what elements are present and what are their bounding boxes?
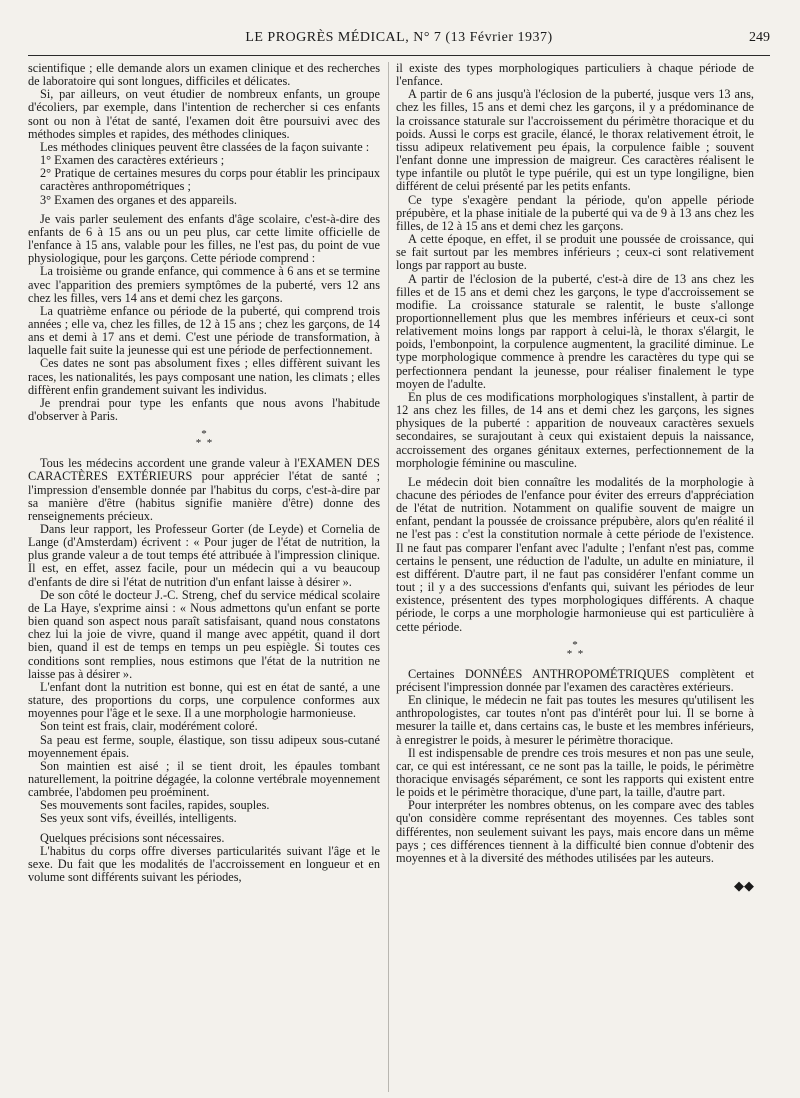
running-title: LE PROGRÈS MÉDICAL, N° 7 (13 Février 1937) [245, 30, 553, 45]
header-rule [28, 55, 770, 56]
end-ornament: ◆◆ [734, 878, 754, 893]
section-asterism [28, 430, 380, 448]
paragraph: A cette époque, en effet, il se produit une poussée de croissance, qui se fait surtout par les membres inférieurs ; ceux-ci sont relativement longs par rapport au buste. [396, 232, 754, 273]
asterism-right: * [206, 437, 213, 450]
paragraph: Ses mouvements sont faciles, rapides, souples. [40, 798, 270, 813]
page-header [28, 30, 770, 54]
asterism-left: * [195, 437, 202, 450]
paragraph: Je vais parler seulement des enfants d'âge scolaire, c'est-à-dire des enfants de 6 à 15 ans ou un peu plus, car cette limite officielle de l'enfance à 15 ans, valable pour les filles, ne l'est pas, du point de vue physiologique, pour les garçons. Cette période comprend : [28, 211, 380, 266]
list-item: 2° Pratique de certaines mesures du corps pour établir les principaux caractères anthropométriques ; [40, 166, 380, 194]
page-number: 249 [749, 30, 770, 45]
paragraph: En clinique, le médecin ne fait pas toutes les mesures qu'utilisent les anthropologistes, car toutes n'ont pas d'intérêt pour lui. Il se borne à mesurer la taille et, dans certains cas, le buste et les membres inférieurs, à enregistrer le poids, à mesurer le périmètre thoracique. [396, 693, 754, 747]
paragraph: il existe des types morphologiques particuliers à chaque période de l'enfance. [396, 62, 754, 89]
paragraph: Tous les médecins accordent une grande valeur à l'EXAMEN DES CARACTÈRES EXTÉRIEURS pour apprécier l'état de santé ; l'impression d'ensemble donnée par l'habitus du corps, c'est-à-dire par sa manière d'être (habitus signifie manière d'être) donne des renseignements précieux. [28, 456, 380, 523]
paragraph: Son teint est frais, clair, modérément coloré. [40, 719, 258, 734]
paragraph: Ses yeux sont vifs, éveillés, intelligents. [40, 811, 237, 826]
paragraph: L'habitus du corps offre diverses particularités suivant l'âge et le sexe. Du fait que les modalités de l'accroissement en longueur et en volume sont différents suivant les périodes, [28, 843, 380, 885]
list-item: 3° Examen des organes et des appareils. [40, 192, 237, 207]
paragraph: Quelques précisions sont nécessaires. [40, 830, 225, 845]
paragraph: Ce type s'exagère pendant la période, qu'on appelle période prépubère, et la phase initiale de la puberté qui va de 9 à 13 ans chez les filles, de 12 à 15 ans et demi chez les garçons. [396, 192, 754, 233]
paragraph: La quatrième enfance ou période de la puberté, qui comprend trois années ; elle va, chez les filles, de 12 à 15 ans ; chez les garçons, de 14 ans et demi à 17 ans et demi. C'est une période de transformation, à laquelle fait suite la jeunesse qui est une période de perfectionnement. [28, 303, 380, 358]
asterism-right: * [577, 647, 584, 660]
paragraph: Je prendrai pour type les enfants que nous avons l'habitude d'observer à Paris. [28, 395, 380, 424]
asterism-top: * [201, 428, 207, 441]
paragraph: A partir de 6 ans jusqu'à l'éclosion de la puberté, jusque vers 13 ans, chez les filles, 15 ans et demi chez les garçons, il y a prédominance de la croissance staturale sur l'accroissement du périmètre thoracique et du poids. Aussi le corps est gracile, élancé, le thorax relativement étroit, le tissu adipeux relativement peu épais, la corpulence faible ; souvent l'enfant donne une impression de maigreur. Ces caractères réalisent le type infantile ou plutôt le type puérile, qui est un type longiligne, bien différent de celui présenté par les petits enfants. [396, 87, 754, 194]
asterism-bottom [28, 439, 380, 448]
paragraph: A partir de l'éclosion de la puberté, c'est-à dire de 13 ans chez les filles et de 15 ans et demi chez les garçons, le type d'accroissement se modifie. La croissance staturale se ralentit, le buste s'allonge proportionnellement plus que les membres inférieurs et ceux-ci sont relativement moins longs par rapport à celui-là, le thorax s'élargit, le poids, l'embonpoint, la corpulence augmentent, la gracilité diminue. Le type morphologique commence à prendre les caractères du type qui se perfectionnera pendant la jeunesse, pour réaliser finalement le type moyen de l'adulte. [396, 271, 754, 391]
paragraph: Certaines DONNÉES ANTHROPOMÉTRIQUES complètent et précisent l'impression donnée par l'examen des caractères extérieurs. [396, 666, 754, 694]
paragraph: En plus de ces modifications morphologiques s'installent, à partir de 12 ans chez les filles, de 14 ans et demi chez les garçons, les signes physiques de la puberté : apparition de nouveaux caractères sexuels secondaires, se surajoutant à ceux qui existaient depuis la naissance, accroissement des organes génitaux externes, perfectionnement de la morphologie féminine ou masculine. [396, 389, 754, 470]
paragraph: Sa peau est ferme, souple, élastique, son tissu adipeux sous-cutané moyennement épais. [28, 732, 380, 760]
paragraph: Il est indispensable de prendre ces trois mesures et non pas une seule, car, ce qui est intéressant, ce ne sont pas la taille, le poids, le périmètre thoracique envisagés séparément, ce sont les rapports qui existent entre le poids et le périmètre thoracique, d'une part, la taille, d'autre part. [396, 745, 754, 800]
paragraph: La troisième ou grande enfance, qui commence à 6 ans et se termine avec l'apparition des premiers symptômes de la puberté, vers 12 ans chez les filles, vers 14 ans et demi chez les garçons. [28, 264, 380, 305]
left-column [28, 62, 380, 884]
paragraph: Les méthodes cliniques peuvent être classées de la façon suivante : [40, 139, 370, 154]
asterism-top: * [572, 638, 578, 651]
asterism-bottom [396, 647, 754, 660]
paragraph: scientifique ; elle demande alors un examen clinique et des recherches de laboratoire qui sont longues, difficiles et délicates. [28, 62, 380, 89]
paragraph: Pour interpréter les nombres obtenus, on les compare avec des tables qu'on considère comme représentant des moyennes. Ces tables sont différentes, non seulement suivant les pays, mais encore dans un même pays ; ces différences tiennent à la difficulté bien connue d'obtenir des moyennes et à la diversité des méthodes utilisées par les auteurs. [396, 798, 754, 865]
paragraph: Ces dates ne sont pas absolument fixes ; elles diffèrent suivant les races, les nationalités, les pays composant une nation, les climats ; elles diffèrent enfin grandement suivant les individus. [28, 356, 380, 397]
paragraph: Si, par ailleurs, on veut étudier de nombreux enfants, un groupe d'écoliers, par exemple, dans l'intention de rechercher si ces enfants sont ou non à l'état de santé, l'examen doit être poursuivi avec des méthodes simples et rapides, des méthodes cliniques. [28, 87, 380, 141]
section-asterism [396, 638, 754, 660]
column-divider [388, 62, 389, 1092]
asterism-left: * [566, 647, 573, 660]
list-item: 1° Examen des caractères extérieurs ; [40, 153, 225, 168]
paragraph: L'enfant dont la nutrition est bonne, qui est en état de santé, a une stature, des proportions du corps, une corpulence conformes aux moyennes pour l'âge et le sexe. Il a une morphologie harmonieuse. [28, 679, 380, 721]
paragraph: Son maintien est aisé ; il se tient droit, les épaules tombant naturellement, la poitrine dégagée, la colonne vertébrale moyennement cambrée, l'abdomen peu proéminent. [28, 758, 380, 800]
paragraph: De son côté le docteur J.-C. Streng, chef du service médical scolaire de La Haye, s'exprime ainsi : « Nous admettons qu'un enfant se porte bien quand son aspect nous paraît satisfaisant, quand nous constatons chez lui la joie de vivre, quand il mange avec appétit, quand il dort bien, quand il est de temps en temps un peu espiègle. Si toutes ces conditions sont remplies, nous estimons que l'état de la nutrition ne laisse pas à désirer ». [28, 587, 380, 681]
right-column [396, 62, 754, 892]
paragraph: Dans leur rapport, les Professeur Gorter (de Leyde) et Cornelia de Lange (d'Amsterdam) écrivent : « Pour juger de l'état de nutrition, la plus grande valeur a de tout temps été attribuée à l'impression clinique. Il est, en effet, assez facile, pour un médecin qui a vu beaucoup d'enfants de dire si l'état de nutrition d'un enfant laisse à désirer ». [28, 522, 380, 589]
paragraph: Le médecin doit bien connaître les modalités de la morphologie à chacune des périodes de l'enfance pour éviter des erreurs d'appréciation de l'état de nutrition. Notamment on qualifie souvent de maigre un enfant, pendant la poussée de croissance prépubère, alors qu'en réalité il ne l'est pas : c'est la constitution normale à cette période de l'existence. Il ne faut pas comparer l'enfant avec l'adulte ; l'enfant n'est pas, comme certains le pensent, une réduction de l'adulte, un adulte en miniature, il est différent. D'autre part, il ne faut pas considérer l'enfant comme un tout ; il y a des successions d'enfants qui, suivant les périodes de leur existence, présentent des types morphologiques différents. A chaque période, le corps a une morphologie harmonieuse qui est particulière à cette période. [396, 474, 754, 634]
